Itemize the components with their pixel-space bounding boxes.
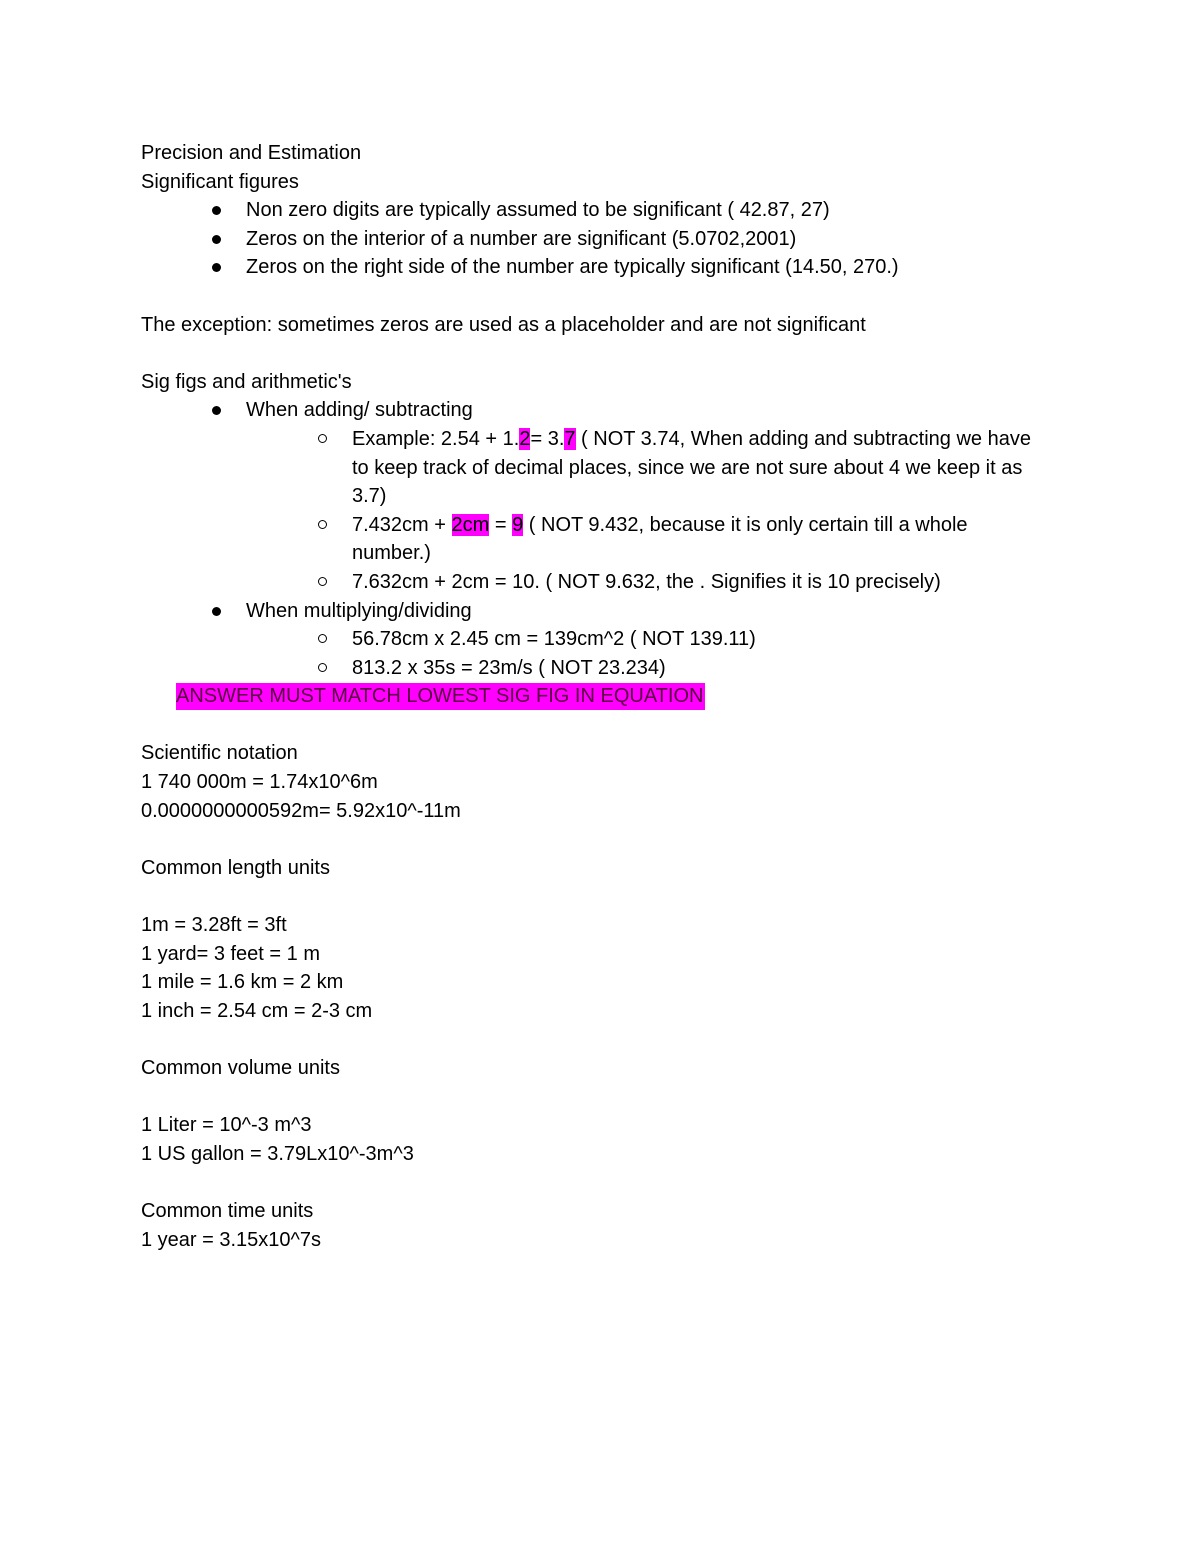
length-line: 1 yard= 3 feet = 1 m [141,942,320,965]
spacer [141,1083,1061,1112]
highlight: 9 [512,513,524,536]
volume-line: 1 US gallon = 3.79Lx10^-3m^3 [141,1142,414,1165]
circle-bullet-icon [318,577,327,586]
arithmetic-heading: Sig figs and arithmetic's [141,370,352,393]
scientific-heading: Scientific notation [141,742,298,765]
circle-bullet-icon [318,663,327,672]
list-item: Zeros on the interior of a number are significant (5.0702,2001) [246,225,1061,254]
list-item: When multiplying/dividing 56.78cm x 2.45 cm = 139cm^2 ( NOT 139.11) 813.2 x 35s = 23m/s ( NOT 23.234) [246,597,1061,683]
sig-figs-rules [141,196,1061,282]
circle-bullet-icon [318,434,327,443]
length-line: 1m = 3.28ft = 3ft [141,914,287,937]
circle-bullet-icon [318,634,327,643]
time-heading: Common time units [141,1199,314,1222]
spacer [141,282,1061,311]
list-item: Zeros on the right side of the number are typically significant (14.50, 270.) [246,253,1061,282]
adding-examples [246,425,1061,597]
length-line: 1 mile = 1.6 km = 2 km [141,971,344,994]
bullet-icon [212,206,221,215]
spacer [141,882,1061,911]
list-item: 56.78cm x 2.45 cm = 139cm^2 ( NOT 139.11) [352,625,1061,654]
bullet-icon [212,235,221,244]
exception-note: The exception: sometimes zeros are used as a placeholder and are not significant [141,313,866,336]
length-heading: Common length units [141,856,330,879]
arithmetic-rules [141,396,1061,682]
list-item: Non zero digits are typically assumed to be significant ( 42.87, 27) [246,196,1061,225]
volume-heading: Common volume units [141,1057,340,1079]
volume-line: 1 Liter = 10^-3 m^3 [141,1114,312,1137]
list-item: When adding/ subtracting Example: 2.54 + 1.2= 3.7 ( NOT 3.74, When adding and subtracting we have to keep track of decimal places, since we are not sure about 4 we keep it as 3.7) 7.432cm + 2cm = 9 ( NOT 9.432, because it is only certain till a whole number.) 7.632cm + 2cm = 10. ( NOT 9.632, the . Signifies it is 10 precisely) [246,396,1061,596]
time-line: 1 year = 3.15x10^7s [141,1228,322,1251]
length-line: 1 inch = 2.54 cm = 2-3 cm [141,999,373,1022]
sig-figs-heading: Significant figures [141,170,299,193]
spacer [141,711,1061,740]
spacer [141,339,1061,368]
highlight: 7 [564,427,576,450]
list-item: 7.632cm + 2cm = 10. ( NOT 9.632, the . Signifies it is 10 precisely) [352,568,1061,597]
circle-bullet-icon [318,520,327,529]
bullet-icon [212,263,221,272]
highlight: 2cm [451,513,490,536]
spacer [141,1168,1061,1197]
highlight: 2 [519,427,531,450]
list-item: 7.432cm + 2cm = 9 ( NOT 9.432, because it is only certain till a whole number.) [352,511,1042,568]
bullet-icon [212,406,221,415]
bullet-icon [212,607,221,616]
spacer [141,1025,1061,1054]
sig-fig-rule-callout: ANSWER MUST MATCH LOWEST SIG FIG IN EQUATION [176,683,705,710]
spacer [141,825,1061,854]
scientific-line: 1 740 000m = 1.74x10^6m [141,771,378,794]
document-body [141,139,1061,1254]
multiplying-examples [246,625,1061,682]
list-item: Example: 2.54 + 1.2= 3.7 ( NOT 3.74, When adding and subtracting we have to keep track of decimal places, since we are not sure about 4 we keep it as 3.7) [352,425,1042,511]
page-title: Precision and Estimation [141,142,362,164]
list-item: 813.2 x 35s = 23m/s ( NOT 23.234) [352,654,1061,683]
scientific-line: 0.0000000000592m= 5.92x10^-11m [141,799,461,822]
